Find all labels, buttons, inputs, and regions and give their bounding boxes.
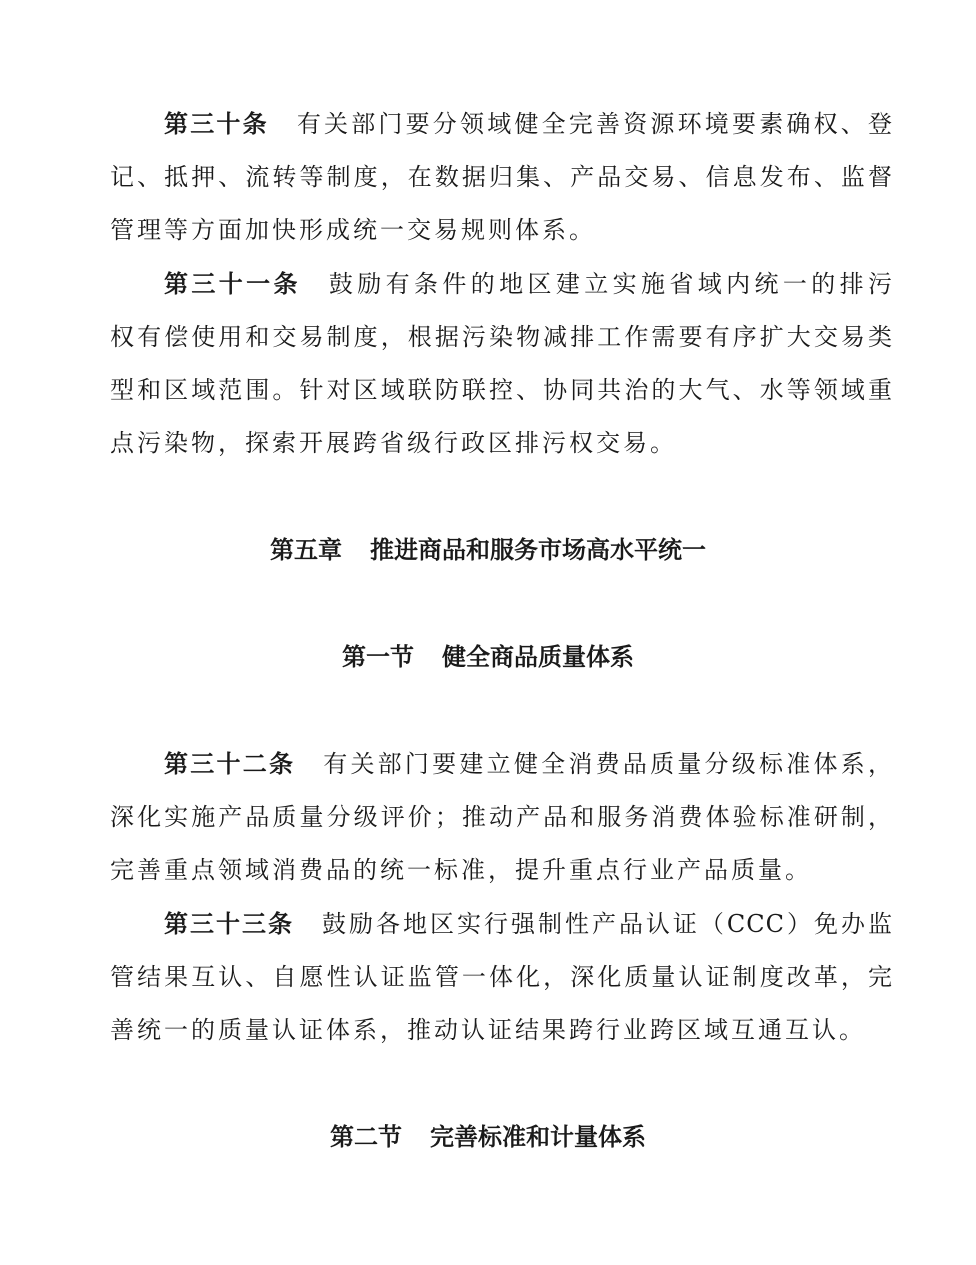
article-line: 权有偿使用和交易制度，根据污染物减排工作需要有序扩大交易类 <box>110 323 893 351</box>
article-line <box>110 738 893 791</box>
article-line: 型和区域范围。针对区域联防联控、协同共治的大气、水等领域重 <box>110 376 893 404</box>
section-heading-2 <box>0 1117 976 1157</box>
article-32 <box>110 738 893 897</box>
article-text: 有关部门要分领域健全完善资源环境要素确权、登 <box>296 110 894 138</box>
article-line <box>110 98 893 151</box>
article-31 <box>110 258 893 470</box>
article-line: 记、抵押、流转等制度，在数据归集、产品交易、信息发布、监督 <box>110 163 893 191</box>
article-line: 管结果互认、自愿性认证监管一体化，深化质量认证制度改革，完 <box>110 963 893 991</box>
chapter-number: 第五章 <box>270 536 342 564</box>
article-line: 管理等方面加快形成统一交易规则体系。 <box>110 216 596 244</box>
article-line <box>110 258 893 311</box>
section-heading-1 <box>0 637 976 677</box>
article-line: 完善重点领域消费品的统一标准，提升重点行业产品质量。 <box>110 856 812 884</box>
article-30 <box>110 98 893 257</box>
section-title: 健全商品质量体系 <box>442 643 634 671</box>
chapter-title: 推进商品和服务市场高水平统一 <box>370 536 706 564</box>
article-line: 点污染物，探索开展跨省级行政区排污权交易。 <box>110 429 677 457</box>
article-text: 鼓励各地区实行强制性产品认证（CCC）免办监 <box>321 910 893 938</box>
article-33 <box>110 898 893 1057</box>
article-label: 第三十一条 <box>164 270 301 298</box>
article-text: 有关部门要建立健全消费品质量分级标准体系， <box>323 750 894 778</box>
article-line: 善统一的质量认证体系，推动认证结果跨行业跨区域互通互认。 <box>110 1016 866 1044</box>
section-number: 第二节 <box>330 1123 402 1151</box>
article-label: 第三十条 <box>164 110 269 138</box>
article-line <box>110 898 893 951</box>
article-line: 深化实施产品质量分级评价；推动产品和服务消费体验标准研制， <box>110 803 893 831</box>
article-label: 第三十二条 <box>164 750 296 778</box>
chapter-heading <box>0 530 976 570</box>
article-label: 第三十三条 <box>164 910 294 938</box>
section-number: 第一节 <box>342 643 414 671</box>
article-text: 鼓励有条件的地区建立实施省域内统一的排污 <box>328 270 893 298</box>
section-title: 完善标准和计量体系 <box>430 1123 646 1151</box>
